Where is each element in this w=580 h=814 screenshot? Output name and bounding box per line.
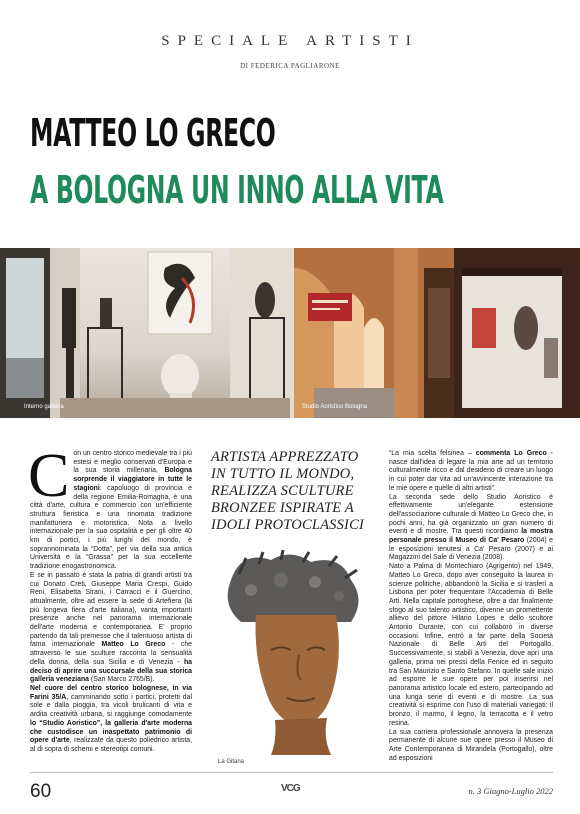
byline: DI FEDERICA PAGLIARONE — [240, 62, 340, 70]
issue-label: n. 3 Giugno-Luglio 2022 — [468, 786, 553, 796]
text-run: , realizzate da questo poliedrico artista, al di sopra di schemi e stereotipi comuni. — [30, 737, 192, 753]
paragraph-studio — [30, 685, 192, 755]
portico-street-illustration — [294, 248, 580, 418]
text-run: “La mia scelta felsinea – — [389, 450, 476, 457]
drop-cap: C — [28, 442, 70, 510]
headline-name: MATTEO LO GRECO — [30, 111, 276, 155]
magazine-logo: VCG — [281, 783, 300, 794]
footer-divider — [30, 772, 553, 773]
studio-street-photo — [294, 248, 580, 418]
text-run: (San Marco 2765/B). — [88, 676, 155, 684]
paragraph-biography: Nato a Palma di Montechiaro (Agrigento) nel 1949, Matteo Lo Greco, dopo aver conseguito la laurea in scienze politiche, abbandonò la Sicilia e si trasferì a Lisbona per poter frequentare l'Accademia di Belle Arti. Nella capitale portoghese, oltre a dar finalmente sfogo al suo talento artistico, divenne un promettente allievo del pittore Hilario Lopes e dello scultore Antonio Durante, con cui collaborò in diverse occasioni. Infine, entrò a far parte della Società Nazionale di Belle Arti del Portogallo. Successivamente, si stabilì a Venezia, dove aprì una galleria, prima nei pressi della Fenice ed in seguito tra San Maurizio e Santo Stefano. In quelle sale iniziò ad esporre le sue opere per poi inserirsi nel panorama artistico locale ed estero, partecipando ad una lunga serie di eventi e di mostre. La sua creatività si esprime con l'uso di materiali variegati: il bronzo, il marmo, il legno, la terracotta e il vetro resina. — [389, 563, 553, 727]
text-run: , camminando sotto i portici, protetti dal sole e dalla pioggia, tra vicoli brulicanti di vita e ardita creatività urbana, si raggiunge comodamente — [30, 693, 192, 719]
header-kicker: SPECIALE ARTISTI — [161, 33, 419, 49]
page-number: 60 — [30, 781, 52, 802]
bold-run: ha deciso di aprire una succursale della sua storica galleria veneziana — [30, 658, 192, 684]
text-run: - che attraverso le sue sculture racconta la sensualità della donna, della sua Sicilia e di Venezia - — [30, 641, 192, 666]
photo-band — [0, 248, 580, 418]
headline-subtitle: A BOLOGNA UN INNO ALLA VITA — [30, 168, 444, 212]
paragraph-career: La sua carriera professionale annovera la presenza permanente di alcune sue opere presso il Museo di Arte Contemporanea di Mirandela (Portogallo), oltre ad esposizioni — [389, 728, 553, 762]
bold-run: Bologna sorprende il viaggiatore in tutte le stagioni — [73, 467, 192, 492]
photo-caption-right: Studio Aoristico Bologna — [302, 404, 368, 410]
text-run: - nasce dall'idea di legare la mia arte ad un territorio culturalmente ricco e dal desiderio di creare un luogo in cui poter dar vita ad un'avvincente interazione tra le mie opere e quelle di altri artisti”. — [389, 450, 553, 492]
paragraph-second-venue — [389, 494, 553, 564]
article-column-1 — [28, 442, 192, 755]
bold-run: la mostra personale presso il Museo di Ca' Pesaro — [389, 528, 553, 545]
photo-caption-left: Interno galleria — [24, 404, 64, 410]
text-run: La seconda sede dello Studio Aoristico è effettivamente un'elegante estensione dell'associazione culturale di Matteo Lo Greco che, in pochi anni, ha già organizzato un gran numero di eventi e di mostre. Tra questi ricordiamo — [389, 493, 553, 536]
text-run: on un centro storico medievale tra i più estesi e meglio conservati d'Europa e la sua storia millenaria, — [73, 450, 192, 475]
bold-run: commenta Lo Greco — [475, 450, 547, 457]
paragraph-history — [30, 572, 192, 685]
paragraph-intro — [28, 442, 192, 572]
gallery-interior-photo — [0, 248, 294, 418]
sculpture-illustration — [211, 550, 376, 755]
paragraph-quote — [389, 450, 553, 494]
bold-run: Matteo Lo Greco — [101, 641, 166, 649]
text-run: E se in passato è stata la patria di grandi artisti tra cui Donato Creti, Giuseppe Maria Crespi, Guido Reni, Elisabetta Sirani, i Carracci e il Guercino, attualmente, oltre ad essere la sede di Artefiera (la più longeva fiera d'arte italiana), vanta importanti presenze anche nel panorama internazionale dell'arte moderna e contemporanea. E' proprio partendo da tali premesse che il talentuoso artista di fama internazionale — [30, 571, 192, 649]
text-run: : capoluogo di provincia e della regione Emilia-Romagna, è una città d'arte, cultura e commercio con un'efficiente struttura fieristica e una rinomata tradizione manifatturiera e motoristica. Nota a livello internazionale per la sua ospitalità e per gli oltre 40 km di portici, i più lunghi del mondo, è soprannominata la “Dotta”, per via della sua antica Università e la “Grassa” per la sua eccellente tradizione enogastronomica. — [30, 484, 192, 571]
gallery-interior-illustration — [0, 248, 294, 418]
bold-run: lo “Studio Aoristico”, la galleria d'arte moderna che custodisce un inaspettato patrimonio di opere d'arte — [30, 719, 192, 745]
article-column-3 — [389, 450, 553, 763]
pull-quote: ARTISTA APPREZZATO IN TUTTO IL MONDO, REALIZZA SCULTURE BRONZEE ISPIRATE A IDOLI PROTOCLASSICI — [211, 449, 364, 533]
bronze-head-sculpture-image — [211, 550, 376, 755]
sculpture-caption: La Gitana — [218, 759, 245, 765]
text-run: (2004) e le esposizioni tenutesi a Ca' Pesaro (2007) e ai Magazzini del Sale di Venezia (2008). — [389, 537, 553, 562]
bold-run: Nel cuore del centro storico bolognese, in via Farini 35/A — [30, 684, 192, 701]
